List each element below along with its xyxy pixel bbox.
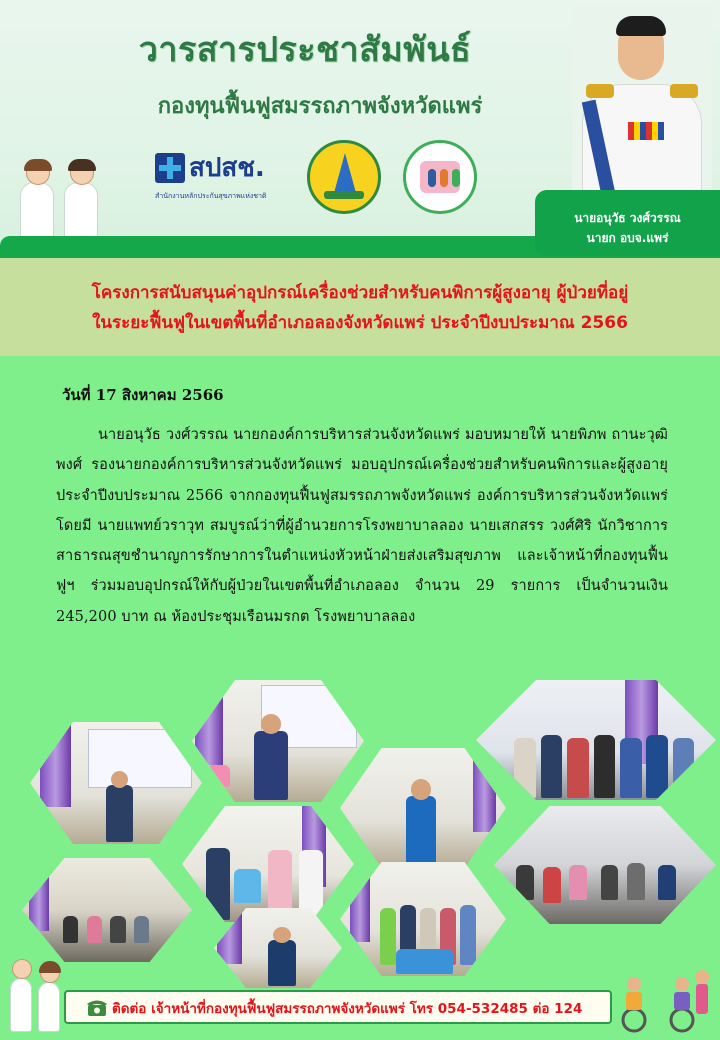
photo-speaker-mic [340,748,506,868]
article-body: นายอนุวัธ วงศ์วรรณ นายกองค์การบริหารส่วนจังหวัดแพร่ มอบหมายให้ นายพิภพ ถานะวุฒิพงศ์ รองนายกองค์การบริหารส่วนจังหวัดแพร่ มอบอุปกรณ์เครื่องช่วยสำหรับคนพิการและผู้สูงอายุ ประจำปีงบประมาณ 2566 จากกองทุนฟื้นฟูสมรรถภาพจังหวัดแพร่ องค์การบริหารส่วนจังหวัดแพร่ โดยมี นายแพทย์วราวุท สมบูรณ์ว่าที่ผู้อำนวยการโรงพยาบาลลอง นายเสกสรร วงศ์ศิริ นักวิชาการสาธารณสุขชำนาญการรักษาการในตำแหน่งหัวหน้าฝ่ายส่งเสริมสุขภาพ และเจ้าหน้าที่กองทุนฟื้นฟูฯ ร่วมมอบอุปกรณ์ให้กับผู้ป่วยในเขตพื้นที่อำเภอลอง จำนวน 29 รายการ เป็นจำนวนเงิน 245,200 บาท ณ ห้องประชุมเรือนมรกต โรงพยาบาลลอง [56,427,668,625]
photo-audience-room [22,858,192,962]
photo-group-with-equipment [340,862,506,976]
doctor-kids-illustration [8,160,108,238]
headline-line-2: ในระยะฟื้นฟูในเขตพื้นที่อำเภอลองจังหวัดแพร่ ประจำปีงบประมาณ 2566 [92,313,628,333]
photo-speaker-screen [30,722,202,844]
official-portrait [572,4,712,192]
phrae-pao-seal-logo [307,140,381,214]
doctor-kids-illustration-bottom [4,948,66,1036]
newsletter-subtitle: กองทุนฟื้นฟูสมรรถภาพจังหวัดแพร่ [157,94,483,119]
headline-band [0,258,720,356]
header [0,0,720,258]
nhso-abbr: สปสช. [189,153,265,183]
photo-handover-equipment [182,806,354,922]
health-cross-icon [155,153,185,183]
photo-speaker-podium [192,680,364,802]
headline-line-1: โครงการสนับสนุนค่าอุปกรณ์เครื่องช่วยสำหรับคนพิการผู้สูงอายุ ผู้ป่วยที่อยู่ [91,283,629,303]
newsletter-title: วารสารประชาสัมพันธ์ [138,30,472,70]
nhso-full-name: สำนักงานหลักประกันสุขภาพแห่งชาติ [155,192,267,200]
rehab-fund-logo [403,140,477,214]
logo-row [155,140,477,214]
official-name: นายอนุวัธ วงศ์วรรณ [574,211,681,225]
telephone-icon [86,997,108,1017]
nhso-logo [155,147,285,207]
official-position: นายก อบจ.แพร่ [586,231,669,245]
footer-contact-text: ติดต่อ เจ้าหน้าที่กองทุนฟื้นฟูสมรรถภาพจังหวัดแพร่ โทร 054-532485 ต่อ 124 [112,1001,583,1017]
photo-group-standing [476,680,716,800]
photo-audience-seated [494,806,716,924]
official-name-box [535,190,720,256]
wheelchair-kids-illustration [612,962,716,1034]
article-date: วันที่ 17 สิงหาคม 2566 [62,386,224,404]
